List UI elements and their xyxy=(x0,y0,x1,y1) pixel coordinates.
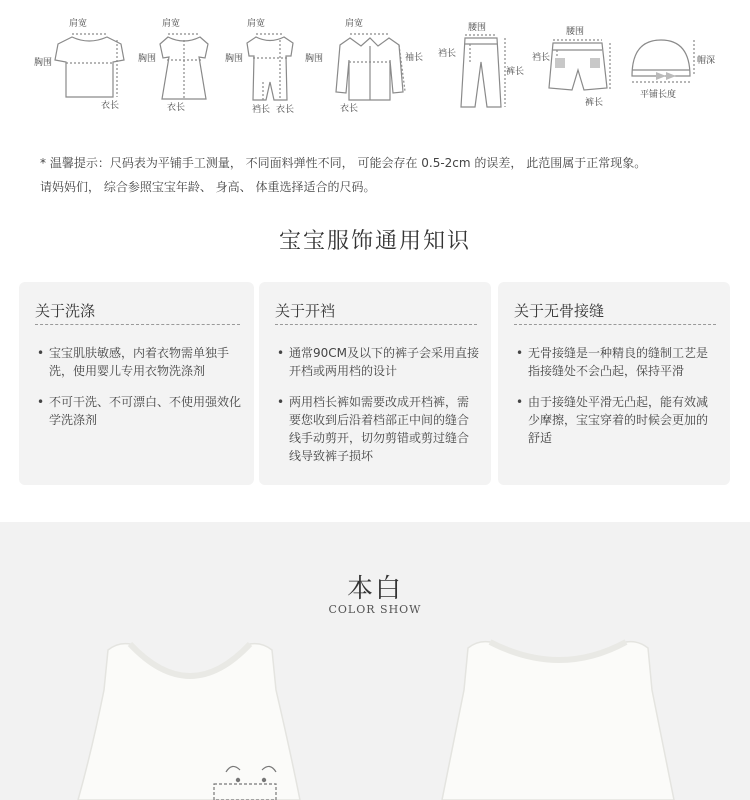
shirt-shoulder-label: 肩宽 xyxy=(345,19,364,29)
list-item: • 宝宝肌肤敏感，内着衣物需单独手洗，使用婴儿专用衣物洗涤剂 xyxy=(37,346,230,378)
knowledge-section-title: 宝宝服饰通用知识 xyxy=(278,229,471,254)
card-washing-title: 关于洗涤 xyxy=(35,302,96,320)
card-divider xyxy=(514,324,716,325)
list-item: • 两用档长裤如需要改成开档裤，需要您收到后沿着档部正中间的缝合线手动剪开，切勿剪错或剪过缝合线导致裤子损坏 xyxy=(277,395,470,463)
romper-diagram xyxy=(247,34,293,100)
list-item: • 通常90CM及以下的裤子会采用直接开档或两用档的设计 xyxy=(277,346,480,378)
vest-back-photo xyxy=(442,642,674,800)
romper-chest-label: 胸围 xyxy=(225,54,244,64)
pants-diagram xyxy=(461,35,505,107)
vest-front-photo xyxy=(78,644,300,800)
card-seamless-title: 关于无骨接缝 xyxy=(514,302,605,320)
card-divider xyxy=(275,324,477,325)
dress-shoulder-label: 肩宽 xyxy=(162,19,181,29)
list-item: • 由于接缝处平滑无凸起，能有效减少摩擦，宝宝穿着的时候会更加的舒适 xyxy=(516,395,709,445)
size-tip-line-2: 请妈妈们， 综合参照宝宝年龄、 身高、 体重选择适合的尺码。 xyxy=(40,180,376,194)
shirt-chest-label: 胸围 xyxy=(305,54,324,64)
card-washing xyxy=(19,282,254,485)
color-show-subtitle: COLOR SHOW xyxy=(328,603,422,616)
size-tip-line-1: * 温馨提示：尺码表为平铺手工测量， 不同面料弹性不同， 可能会存在 0.5-2cm 的误差， 此范围属于正常现象。 xyxy=(40,156,647,170)
tshirt-chest-label: 胸围 xyxy=(34,58,53,68)
dress-length-label: 衣长 xyxy=(167,103,186,113)
shirt-sleeve-label: 袖长 xyxy=(405,53,424,63)
hat-depth-label: 帽深 xyxy=(697,56,716,66)
card-open-crotch xyxy=(259,282,491,485)
shirt-length-label: 衣长 xyxy=(340,104,359,114)
dress-chest-label: 胸围 xyxy=(138,54,157,64)
romper-crotch-label: 裆长 xyxy=(252,105,271,115)
size-measurement-diagrams xyxy=(0,0,750,125)
pants-length-label: 裤长 xyxy=(506,67,525,77)
hat-diagram xyxy=(632,40,694,82)
romper-length-label: 衣长 xyxy=(276,105,295,115)
card-seamless xyxy=(498,282,730,485)
card-open-crotch-list xyxy=(275,344,479,478)
pants-crotch-label: 裆长 xyxy=(438,49,457,59)
card-open-crotch-title: 关于开裆 xyxy=(275,302,336,320)
romper-shoulder-label: 肩宽 xyxy=(247,19,266,29)
shorts-waist-label: 腰围 xyxy=(566,27,585,37)
card-divider xyxy=(35,324,240,325)
list-item: • 无骨接缝是一种精良的缝制工艺是指接缝处不会凸起，保持平滑 xyxy=(516,346,709,378)
size-tip xyxy=(40,151,730,199)
hat-flat-length-label: 平铺长度 xyxy=(640,90,677,100)
pants-waist-label: 腰围 xyxy=(468,23,487,33)
vest-product-photos xyxy=(0,630,750,800)
tshirt-length-label: 衣长 xyxy=(101,101,120,111)
dress-diagram xyxy=(160,34,208,99)
shorts-length-label: 裤长 xyxy=(585,98,604,108)
card-seamless-list xyxy=(514,344,718,460)
card-washing-list xyxy=(35,344,242,442)
shorts-diagram xyxy=(549,40,610,90)
tshirt-shoulder-label: 肩宽 xyxy=(69,19,88,29)
list-item: • 不可干洗、不可漂白、不使用强效化学洗涤剂 xyxy=(37,395,242,427)
shirt-diagram xyxy=(336,34,405,100)
shorts-crotch-label: 裆长 xyxy=(532,53,551,63)
tshirt-diagram xyxy=(55,34,124,97)
color-name: 本白 xyxy=(346,574,403,604)
